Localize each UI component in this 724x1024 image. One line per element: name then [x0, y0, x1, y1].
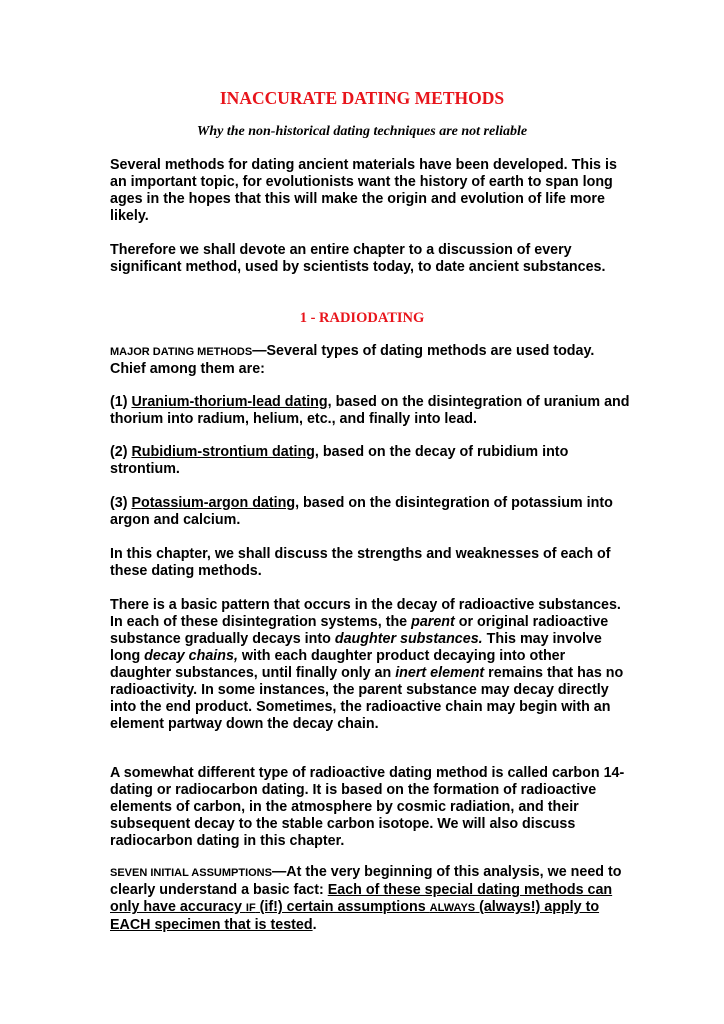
assumptions-paragraph: [110, 864, 630, 934]
document-title: INACCURATE DATING METHODS: [219, 88, 505, 108]
pattern-text: remains that has no radioactivity. In some instances, the parent substance may decay directly into the end product. Sometimes, the radioactive chain may begin with an element partway down the decay chain.: [110, 665, 624, 732]
assumptions-underlined-text: Each of these special dating methods can only have accuracy: [110, 882, 613, 915]
method-number: (1): [110, 394, 132, 410]
assumptions-end: .: [312, 917, 317, 933]
assumptions-text: At the very beginning of this analysis, we need to clearly understand a basic fact:: [110, 864, 622, 898]
pattern-chains-term: decay chains,: [144, 648, 238, 664]
intro-paragraph-1: [110, 157, 630, 225]
assumptions-label: SEVEN INITIAL ASSUMPTIONS: [110, 867, 272, 879]
assumptions-always: ALWAYS: [429, 902, 476, 914]
document-subtitle: Why the non-historical dating techniques are not reliable: [196, 124, 528, 139]
chapter-note-paragraph: [110, 546, 630, 580]
carbon-dating-paragraph: [110, 765, 630, 850]
method-description: , based on the disintegration of potassium into argon and calcium.: [110, 495, 613, 528]
major-text: Several types of dating methods are used today. Chief among them are:: [110, 343, 595, 377]
pattern-text: or original radioactive substance gradually decays into: [110, 614, 609, 647]
decay-pattern-paragraph: [110, 597, 630, 733]
major-methods-paragraph: [110, 343, 630, 378]
method-number: (2): [110, 444, 132, 460]
assumptions-underlined-text: (always!) apply to EACH specimen that is tested: [110, 899, 600, 933]
pattern-inert-term: inert element: [395, 665, 485, 681]
intro-paragraph-2: [110, 242, 630, 276]
method-name: Potassium-argon dating: [131, 495, 296, 511]
intro-text-2: Therefore we shall devote an entire chapter to a discussion of every significant method, used by scientists today, to date ancient substances.: [110, 242, 606, 275]
pattern-text: with each daughter product decaying into other daughter substances, until finally only an: [110, 648, 566, 681]
major-label: MAJOR DATING METHODS: [110, 346, 253, 358]
pattern-text: There is a basic pattern that occurs in the decay of radioactive substances. In each of these disintegration systems, the: [110, 597, 621, 630]
method-description: , based on the disintegration of uranium and thorium into radium, helium, etc., and finally into lead.: [110, 394, 630, 427]
carbon-text: A somewhat different type of radioactive dating method is called carbon 14-dating or radiocarbon dating. It is based on the formation of radioactive elements of carbon, in the atmosphere by cosmic radiation, and their subsequent decay to the stable carbon isotope. We will also discuss radiocarbon dating in this chapter.: [110, 765, 625, 849]
method-name: Uranium-thorium-lead dating: [131, 394, 328, 410]
assumptions-underlined-text: (if!) certain assumptions: [255, 899, 430, 915]
method-number: (3): [110, 495, 132, 511]
intro-text-1: Several methods for dating ancient materials have been developed. This is an important topic, for evolutionists want the history of earth to span long ages in the hopes that this will make the origin and evolution of life more likely.: [110, 157, 617, 224]
pattern-daughter-term: daughter substances.: [334, 631, 483, 647]
assumptions-dash: —: [271, 864, 287, 880]
pattern-text: This may involve long: [110, 631, 602, 664]
pattern-parent-term: parent: [411, 614, 455, 630]
assumptions-if: IF: [245, 902, 256, 914]
major-dash: —: [252, 343, 267, 359]
chapter-note-text: In this chapter, we shall discuss the strengths and weaknesses of each of these dating methods.: [110, 546, 611, 579]
method-name: Rubidium-strontium dating: [131, 444, 315, 460]
method-item-1: [110, 394, 630, 428]
section-heading: 1 - RADIODATING: [299, 310, 425, 326]
method-description: , based on the decay of rubidium into strontium.: [110, 444, 569, 477]
method-item-2: [110, 444, 630, 478]
method-item-3: [110, 495, 630, 529]
